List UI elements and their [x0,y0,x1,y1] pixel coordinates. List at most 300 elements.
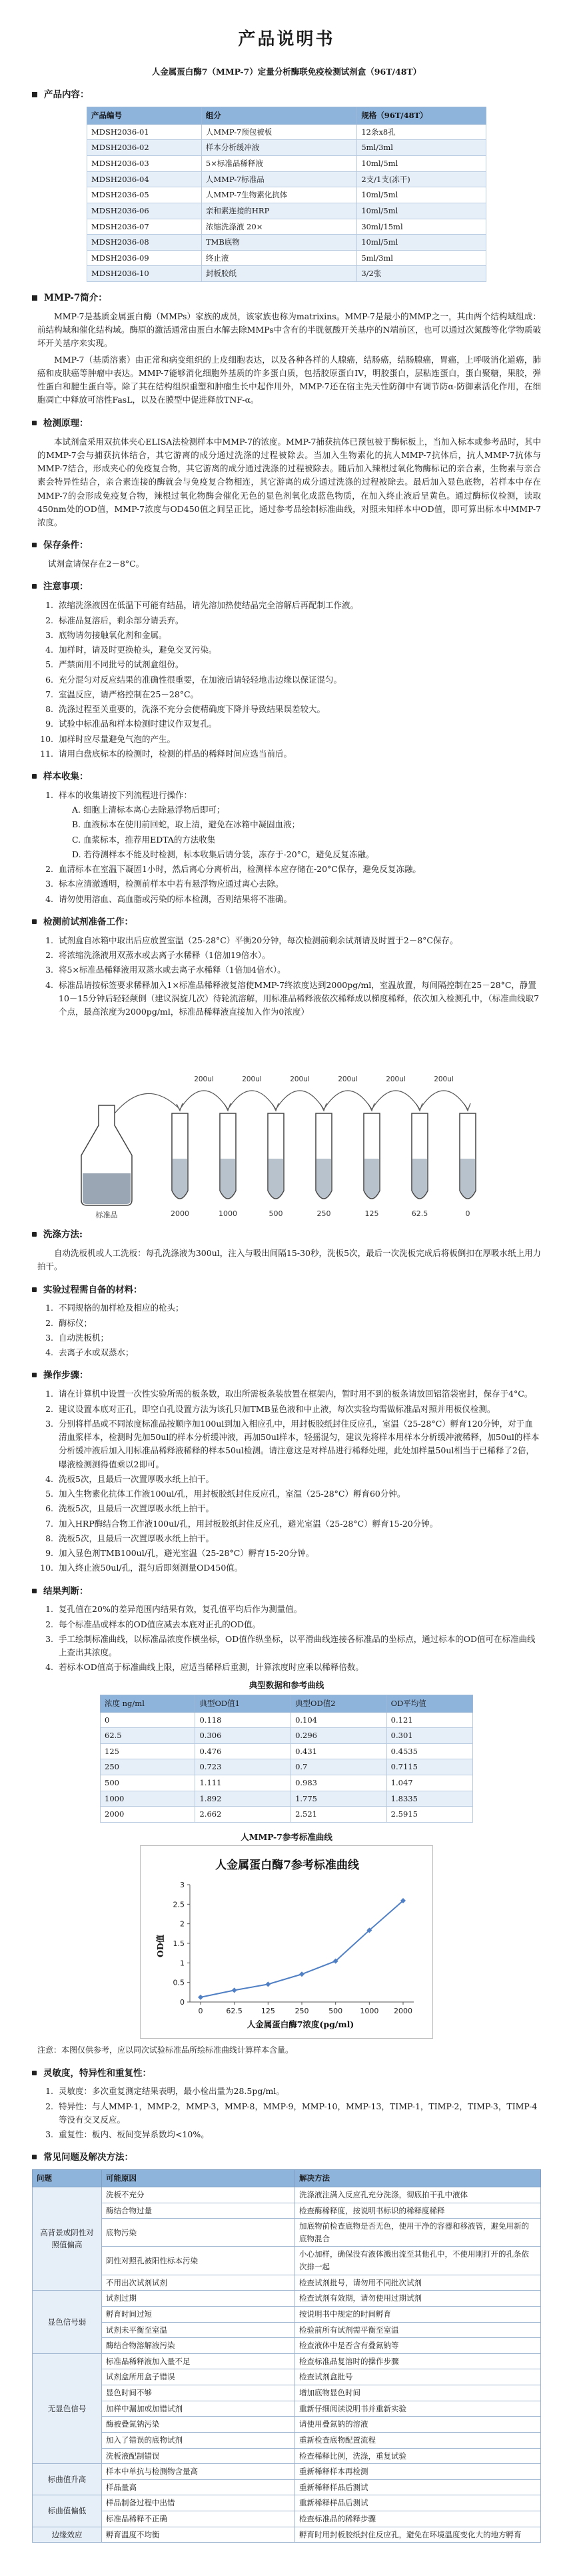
list-item: 4. 加样时，请及时更换枪头，避免交叉污染。 [56,643,541,657]
chart-frame [140,1845,433,2039]
cause-cell: 试剂过期 [102,2291,295,2307]
table-cell: 浓缩洗涤液 20× [201,219,356,235]
x-tick-label: 1000 [360,2007,379,2016]
tube-concentration-label: 62.5 [411,1209,428,1219]
table-row [101,1807,473,1823]
list-item: 4. 请勿使用溶血、高血脂或污染的标本检测，否则结果将不准确。 [56,893,541,906]
bullet-icon [32,1287,37,1292]
table-cell: 5ml/3ml [357,250,486,266]
table-cell: 0.7 [291,1759,387,1775]
procedure-list [56,1387,541,1575]
cause-cell: 孵育温度不均衡 [102,2527,295,2543]
table-cell: 0.104 [291,1712,387,1728]
table-row [87,156,486,172]
table-cell: MDSH2036-09 [87,250,202,266]
page-title: 产品说明书 [238,29,335,49]
cause-cell: 酶被叠氮钠污染 [102,2417,295,2433]
solution-cell: 请使用叠氮钠的溶液 [295,2417,541,2433]
transfer-arrow [115,1094,180,1114]
solution-cell: 检查液体中是否含有叠氮钠等 [295,2338,541,2354]
table-cell: 1.775 [291,1791,387,1807]
table-row [87,203,486,219]
table-cell: 2000 [101,1807,195,1823]
table-cell: 1.892 [195,1791,291,1807]
tube-liquid [221,1159,235,1198]
performance-list [56,2085,541,2141]
table-header-row [33,2170,541,2187]
section-heading: 注意事项： [43,581,89,593]
solution-cell: 检查试剂有效期，请勿使用过期试剂 [295,2291,541,2307]
list-item: 7. 加入HRP酶结合物工作液100ul/孔，用封板胶纸封住反应孔，避光室温（25-28°C）孵育15-20分钟。 [56,1517,541,1531]
transfer-arrow [324,1091,372,1109]
table-row [87,250,486,266]
bullet-icon [32,92,37,97]
problem-cell: 边缘效应 [33,2527,102,2543]
section-heading: 常见问题及解决方法： [43,2152,133,2163]
table-cell: 1.111 [195,1775,291,1791]
x-axis-label: 人金属蛋白酶7浓度(pg/ml) [247,2019,354,2030]
cause-cell: 酶结合物溶解液污染 [102,2338,295,2354]
list-item: 2. 将浓缩洗涤液用双蒸水或去离子水稀释（1倍加19倍水）。 [56,949,541,962]
bullet-icon [32,543,37,547]
chart-note: 注意：本图仅供参考，应以同次试验标准品所绘标准曲线计算样本含量。 [37,2045,294,2055]
table-row [101,1791,473,1807]
table-cell: 封板胶纸 [201,266,356,282]
table-row [33,2369,541,2385]
cause-cell: 加入了错误的底物试剂 [102,2432,295,2448]
table-cell: 0.306 [195,1728,291,1744]
table-cell: 5ml/3ml [357,140,486,156]
list-item: 3. 标本应清澈透明，检测前样本中若有悬浮物应通过离心去除。 [56,877,541,891]
chart-caption: 人MMP-7参考标准曲线 [241,1831,332,1842]
list-item: 1. 试剂盒自冰箱中取出后应放置室温（25-28°C）平衡20分钟，每次检测前剩余试剂请及时置于2－8°C保存。 [56,934,541,947]
table-cell: 0 [101,1712,195,1728]
arrow-head-icon [464,1103,470,1111]
table-cell: 样本分析缓冲液 [201,140,356,156]
table-cell: 0.7115 [386,1759,472,1775]
product-subtitle: 人金属蛋白酶7（MMP-7）定量分析酶联免疫检测试剂盒（96T/48T） [151,67,422,77]
x-tick-label: 2000 [394,2007,412,2016]
table-row [33,2448,541,2464]
table-cell: MDSH2036-07 [87,219,202,235]
table-row [101,1728,473,1744]
solution-cell: 洗涤液注满入反应孔充分洗涤，彻底拍干孔中液体 [295,2187,541,2203]
solution-cell: 加底物前检查底物是否无色，使用干净的容器和移液管，避免用新的底物混合 [295,2219,541,2247]
bullet-icon [32,774,37,779]
table-cell: MDSH2036-05 [87,187,202,203]
table-cell: 0.296 [291,1728,387,1744]
section-equipment [32,1283,541,1298]
section-heading: 产品内容： [44,89,89,101]
solution-cell: 重新稀释样品后测试 [295,2479,541,2495]
table-cell: 0.118 [195,1712,291,1728]
stock-liquid [83,1173,131,1204]
table-row [33,2527,541,2543]
cause-cell: 洗板不充分 [102,2187,295,2203]
table-cell: 0.4535 [386,1743,472,1759]
list-item: 6. 充分混匀对反应结果的准确性很重要，在加液后请轻轻地击边缘以保证混匀。 [56,673,541,687]
principle-paragraph: 本试剂盒采用双抗体夹心ELISA法检测样本中MMP-7的浓度。MMP-7捕获抗体已预包被于酶标板上，当加入标本或参考品时，其中的MMP-7会与捕获抗体结合，其它游离的成分通过洗涤的过程被除去。当加入生物素化的抗人MMP-7抗体后，抗人MMP-7抗体与MMP-7结合，形成夹心的免疫复合物，其它游离的成分通过洗涤的过程被除去。随后加入辣根过氧化物酶标记的亲合素，生物素与亲合素会特异性结合，亲合素连接的酶就会与免疫复合物相连，其它游离的成分通过洗涤的过程被除去。最后加入显色底物，若样本中存在MMP-7的会形成免疫复合物，辣根过氧化物酶会催化无色的显色剂氧化成蓝色物质，在加入终止液后呈黄色。通过酶标仪检测，读取450nm处的OD值，MMP-7浓度与OD450值之间呈正比，通过参考品绘制标准曲线，对照未知样本中OD值，即可算出标本中MMP-7浓度。 [37,436,541,528]
transfer-volume-label: 200ul [242,1075,262,1084]
transfer-volume-label: 200ul [338,1075,358,1084]
table-header-cell: 可能原因 [102,2170,295,2187]
section-troubleshooting [32,2151,541,2165]
tube-concentration-label: 250 [316,1209,331,1219]
solution-cell: 按说明书中规定的时间孵育 [295,2306,541,2322]
solution-cell: 检查试剂盒批号 [295,2369,541,2385]
section-heading: 检测原理： [43,417,89,429]
storage-text: 试剂盒请保存在2－8°C。 [48,559,145,569]
y-tick-label: 2.5 [173,1900,185,1909]
section-heading: 结果判断： [43,1585,89,1597]
list-item: 4. 若标本OD值高于标准曲线上限，应适当稀释后重测，计算浓度时应乘以稀释倍数。 [56,1661,541,1674]
tube-concentration-label: 125 [364,1209,379,1219]
cause-cell: 样品量高 [102,2479,295,2495]
table-cell: MDSH2036-03 [87,156,202,172]
table-row [33,2385,541,2401]
solution-cell: 检查试剂批号，请勿用不同批次试剂 [295,2275,541,2291]
y-tick-label: 2 [180,1919,185,1929]
table-row [33,2479,541,2495]
table-cell: MDSH2036-04 [87,171,202,187]
table-cell: 2支/1支(冻干) [357,171,486,187]
table-header-cell: 问题 [33,2170,102,2187]
data-point [299,1971,304,1977]
solution-cell: 检查标准品的稀释步骤 [295,2511,541,2527]
list-item: 6. 洗板5次，且最后一次置厚吸水纸上拍干。 [56,1502,541,1515]
tube-liquid [316,1159,331,1198]
section-storage [32,539,541,553]
section-reagents [32,915,541,930]
cause-cell: 样品制备过程中出错 [102,2495,295,2511]
section-samples [32,770,541,785]
table-cell: MDSH2036-02 [87,140,202,156]
list-item: 2. 特异性：与人MMP-1，MMP-2，MMP-3，MMP-8，MMP-9，MMP-10，MMP-13，TIMP-1，TIMP-2，TIMP-3，TIMP-4等没有交叉反应。 [56,2100,541,2127]
problem-cell: 标曲值偏低 [33,2495,102,2527]
table-row [33,2322,541,2338]
list-item: 8. 洗涤过程至关重要的，洗涤不充分会使精确度下降并导致结果误差较大。 [56,703,541,716]
cause-cell: 酶结合物过量 [102,2203,295,2219]
table-cell: 2.5915 [386,1807,472,1823]
table-cell: MDSH2036-06 [87,203,202,219]
table-header-cell: 浓度 ng/ml [101,1695,195,1712]
list-item: 5. 加入生物素化抗体工作液100ul/孔，用封板胶纸封住反应孔，室温（25-28°C）孵育60分钟。 [56,1487,541,1501]
table-header-cell: 规格（96T/48T） [357,107,486,125]
data-point [265,1982,271,1987]
list-item: 2. 建议设置本底对正孔，即空白孔设置方法为该孔只加TMB显色液和中止液，每次实验均需做标准品对照并用板仪检测。 [56,1403,541,1416]
list-item: 3. 分别将样品或不同浓度标准品按顺序加100ul到加入相应孔中，用封板胶纸封住反应孔，室温（25-28°C）孵育120分钟，对于血清血浆样本，检测时先加50ul的样本分析缓冲液，再加50ul样本，轻摇混匀，建议先将样本用样本分析缓冲液稀释，加50ul的样本分析缓冲液后加入用标准品稀释液稀释的样本50ul检测。请注意这是对样品进行稀释处理，此处加样量50ul相当于已稀释了2倍，曝液检测测得值乘以2即可。 [56,1417,541,1471]
section-heading: 保存条件： [43,540,89,551]
section-heading: 灵敏度，特异性和重复性： [43,2067,151,2079]
table-cell: 500 [101,1775,195,1791]
x-tick-label: 62.5 [226,2007,243,2016]
section-results [32,1585,541,1599]
section-wash [32,1228,541,1243]
section-notes [32,580,541,595]
table-cell: 0.121 [386,1712,472,1728]
y-tick-label: 3 [180,1881,185,1890]
list-item: 4. 标准品请按标签要求稀释加入1×标准品稀释液复溶使MMP-7终浓度达到2000pg/ml，室温放置，每间隔控制在25－28°C，静置10－15分钟后轻轻颠倒（建议涡旋几次）待轮流溶解，用标准品稀释液依次稀释成以梯度稀释，依次加入检测孔中，（标准曲线取7个点，最高浓度为2000pg/ml，标准品稀释液直接加入作为0浓度） [56,979,541,1019]
table-caption: 典型数据和参考曲线 [249,1679,324,1690]
cause-cell: 标准品稀释不正确 [102,2511,295,2527]
table-cell: 0.431 [291,1743,387,1759]
transfer-arrow [372,1091,420,1109]
transfer-volume-label: 200ul [386,1075,406,1084]
table-row [33,2353,541,2369]
intro-paragraph-2: MMP-7（基质溶素）由正常和病变组织的上皮细胞表达，以及各种各样的人腺癌，结肠癌，结肠腺癌，胃癌，上呼吸消化道癌，肺癌和皮肤癌等肿瘤中表达。MMP-7能够消化细胞外基质的许多蛋白质，包括胶原蛋白IV，明胶蛋白，层粘连蛋白，蛋白聚糖，果胶，弹性蛋白和腱生蛋白等。除了其在结构组织重塑和肿瘤生长中起作用外，MMP-7还在宿主先天性防御中有调节防α-防御素活化作用，在细胞凋亡中释放可溶性FasL，以及在膜型中促进释放TNF-α。 [37,354,541,405]
table-row [33,2247,541,2275]
cause-cell: 试剂未平衡至室温 [102,2322,295,2338]
dilution-svg [73,1025,500,1219]
table-header-cell: 解决方法 [295,2170,541,2187]
section-procedure [32,1369,541,1383]
cause-cell: 洗板液配制错误 [102,2448,295,2464]
data-point [232,1988,237,1993]
y-axis-label: OD值 [155,1935,165,1958]
table-cell: 30ml/15ml [357,219,486,235]
solution-cell: 重新检查底物配置流程 [295,2432,541,2448]
table-cell: 62.5 [101,1728,195,1744]
table-cell: 250 [101,1759,195,1775]
bullet-icon [32,584,37,589]
solution-cell: 检查标准品复溶时的操作步骤 [295,2353,541,2369]
transfer-arrow [276,1091,324,1109]
table-row [33,2432,541,2448]
transfer-arrow [228,1091,276,1109]
cause-cell: 孵育时间过短 [102,2306,295,2322]
list-item: 4. 洗板5次，且最后一次置厚吸水纸上拍干。 [56,1473,541,1486]
table-cell: 1.8335 [386,1791,472,1807]
y-tick-label: 1.5 [173,1939,185,1949]
table-header-row [87,107,486,125]
list-item: 3. 底物请勿接触氧化剂和金属。 [56,629,541,642]
tube-liquid [173,1159,187,1198]
list-item: 10. 加样时应尽量避免气泡的产生。 [56,733,541,746]
table-header-cell: 典型OD值1 [195,1695,291,1712]
table-header-cell: OD平均值 [386,1695,472,1712]
table-cell: 人MMP-7标准品 [201,171,356,187]
contents-table [87,107,486,282]
table-row [33,2401,541,2417]
table-row [33,2291,541,2307]
standard-curve-chart [141,1846,434,2039]
table-row [33,2187,541,2203]
table-row [33,2417,541,2433]
list-item: 3. 手工绘制标准曲线，以标准品浓度作横坐标，OD值作纵坐标，以平滑曲线连接各标准品的坐标点，通过标本的OD值可在标准曲线上查出其浓度。 [56,1633,541,1660]
tube-concentration-label: 500 [269,1209,283,1219]
table-row [33,2203,541,2219]
problem-cell: 无显色信号 [33,2353,102,2463]
table-row [101,1743,473,1759]
table-row [101,1775,473,1791]
list-item: 9. 加入显色剂TMB100ul/孔，避光室温（25-28°C）孵育15-20分钟。 [56,1547,541,1560]
dilution-diagram [73,1025,500,1219]
bullet-icon [32,919,37,924]
table-cell: 终止液 [201,250,356,266]
table-row [33,2338,541,2354]
table-row [87,266,486,282]
table-row [33,2219,541,2247]
transfer-volume-label: 200ul [434,1075,454,1084]
table-cell: MDSH2036-10 [87,266,202,282]
y-tick-label: 0 [180,1998,185,2007]
section-heading: 操作步骤： [43,1370,89,1381]
section-heading: 实验过程需自备的材料： [43,1284,143,1295]
solution-cell: 小心加样，确保没有液体溅出流至其他孔中，不使用刚打开的孔条依次排一起 [295,2247,541,2275]
table-header-cell: 产品编号 [87,107,202,125]
table-cell: 0.723 [195,1759,291,1775]
list-item [56,789,541,861]
solution-cell: 检查稀释比例，洗涤，重复试验 [295,2448,541,2464]
table-row [87,219,486,235]
tube-liquid [269,1159,283,1198]
stock-label: 标准品 [95,1211,118,1219]
list-item: 2. 标准品复溶后，剩余部分请丢弃。 [56,614,541,627]
list-item: 1. 浓缩洗涤液因在低温下可能有结晶，请先溶加热使结晶完全溶解后再配制工作液。 [56,599,541,612]
list-item: C. 血浆标本，推荐用EDTA的方法收集 [72,834,216,845]
list-item: 2. 每个标准品或样本的OD值应减去本底对正孔的OD值。 [56,1618,541,1631]
table-header-row [101,1695,473,1712]
table-cell: 1000 [101,1791,195,1807]
series-line [201,1901,403,1997]
y-tick-label: 1 [180,1959,185,1968]
x-tick-label: 125 [261,2007,275,2016]
solution-cell: 增加底物显色时间 [295,2385,541,2401]
table-row [33,2464,541,2480]
list-item: 7. 室温反应，请严格控制在25－28°C。 [56,688,541,701]
section-heading: 检测前试剂准备工作： [43,916,133,927]
chart-title: 人金属蛋白酶7参考标准曲线 [215,1859,359,1873]
tube-concentration-label: 0 [465,1209,470,1219]
data-point [198,1995,203,2000]
table-cell: 1.047 [386,1775,472,1791]
table-cell: 125 [101,1743,195,1759]
section-intro [32,291,541,306]
list-item: A. 细胞上清标本离心去除悬浮物后即可； [72,805,225,815]
cause-cell: 试剂盒所用盒子错误 [102,2369,295,2385]
solution-cell: 重新稀释样品后测试 [295,2495,541,2511]
tube-liquid [460,1159,475,1198]
y-tick-label: 0.5 [173,1978,185,1987]
list-item: 11. 请用白盘底标本的检测时，检测的样品的稀释时间应选当前后。 [56,747,541,761]
table-row [87,140,486,156]
transfer-arrow [180,1091,228,1109]
table-cell: TMB底物 [201,235,356,251]
table-row [87,187,486,203]
list-item: 1. 灵敏度：多次重复测定结果表明，最小检出量为28.5pg/ml。 [56,2085,541,2098]
table-row [33,2511,541,2527]
equipment-list [56,1301,541,1359]
cause-cell: 样本中单抗与检测物含量高 [102,2464,295,2480]
table-cell: 10ml/5ml [357,235,486,251]
table-cell: 10ml/5ml [357,156,486,172]
table-cell: 12条x8孔 [357,124,486,140]
samples-sublist [69,803,541,861]
cause-cell: 不用出次试剂试剂 [102,2275,295,2291]
section-heading: 样本收集： [43,771,89,783]
solution-cell: 孵育时用封板胶纸封住反应孔，避免在环境温度变化大的地方孵育 [295,2527,541,2543]
list-item: 3. 重复性：板内、板间变异系数均<10%。 [56,2128,541,2141]
standard-data-table [100,1679,473,1823]
solution-cell: 检验前所有试剂需平衡至室温 [295,2322,541,2338]
list-item: 1. 请在计算机中设置一次性实验所需的板条数，取出所需板条装放置在框架内，暂时用不到的板条请放回铝箔袋密封，保存于4°C。 [56,1387,541,1401]
bullet-icon [32,2071,37,2075]
table-row [87,124,486,140]
table-cell: 10ml/5ml [357,203,486,219]
table-header-cell: 组分 [201,107,356,125]
bullet-icon [32,1232,37,1237]
section-heading: 洗涤方法: [43,1229,83,1241]
cause-cell: 加样中漏加或加错试剂 [102,2401,295,2417]
problem-cell: 标曲值升高 [33,2464,102,2495]
notes-list [56,599,541,761]
list-item: 5. 严禁面用不同批号的试剂盒组份。 [56,658,541,671]
list-item: 8. 洗板5次，且最后一次置厚吸水纸上拍干。 [56,1532,541,1545]
problem-cell: 高背景或阴性对照值偏高 [33,2187,102,2290]
tube-liquid [364,1159,379,1198]
list-item: 3. 将5×标准品稀释液用双蒸水或去离子水稀释（1倍加4倍水）。 [56,963,541,977]
x-tick-label: 0 [198,2007,203,2016]
standard-curve-figure [73,1831,500,2039]
table-cell: 0.301 [386,1728,472,1744]
table-cell: 2.662 [195,1807,291,1823]
solution-cell: 检查酶稀释度，按说明书标识的稀释度稀释 [295,2203,541,2219]
list-item: 3. 自动洗板机； [56,1331,541,1345]
table-cell: 0.983 [291,1775,387,1791]
problem-cell: 显色信号弱 [33,2291,102,2354]
table-row [33,2495,541,2511]
list-item: 10. 加入终止液50ul/孔，混匀后即刻测量OD450值。 [56,1561,541,1575]
table-row [87,235,486,251]
bullet-icon [32,421,37,425]
transfer-volume-label: 200ul [290,1075,310,1084]
table-row [33,2306,541,2322]
x-tick-label: 500 [328,2007,343,2016]
cause-cell: 显色时间不够 [102,2385,295,2401]
section-principle [32,417,541,431]
wash-text: 自动洗板机或人工洗板：每孔洗涤液为300ul，注入与吸出间隔15-30秒，洗板5次，最后一次洗板完成后将板倒扣在厚吸水纸上用力拍干。 [37,1248,541,1272]
table-cell: MDSH2036-08 [87,235,202,251]
bullet-icon [32,1589,37,1593]
cause-cell: 底物污染 [102,2219,295,2247]
transfer-arrow [420,1091,468,1109]
list-item: 9. 试验中标准品和样本检测时建议作双复孔。 [56,717,541,731]
section-heading: MMP-7简介： [44,293,107,304]
troubleshooting-table [32,2169,541,2543]
table-cell: 人MMP-7生物素化抗体 [201,187,356,203]
x-tick-label: 250 [294,2007,309,2016]
table-cell: 3/2张 [357,266,486,282]
table-row [101,1759,473,1775]
list-item: 2. 血清标本在室温下凝固1小时，然后离心分离析出，检测样本应存储在-20°C保存，避免反复冻融。 [56,863,541,876]
list-item: 1. 不同规格的加样枪及相应的枪头； [56,1301,541,1315]
table-row [101,1712,473,1728]
list-item: 4. 去离子水或双蒸水； [56,1346,541,1359]
table-cell: 人MMP-7预包被板 [201,124,356,140]
solution-cell: 重新稀释样本再检测 [295,2464,541,2480]
list-item: 2. 酶标仪； [56,1317,541,1330]
tube-concentration-label: 2000 [171,1209,189,1219]
table-cell: 2.521 [291,1807,387,1823]
transfer-volume-label: 200ul [194,1075,214,1084]
table-header-cell: 典型OD值2 [291,1695,387,1712]
list-item: B. 血液标本在使用前回蛇，取上清，避免在冰箱中凝固血液； [72,819,300,830]
bullet-icon [32,1373,37,1377]
table-cell: 亲和素连接的HRP [201,203,356,219]
cause-cell: 标准品稀释液加入量不足 [102,2353,295,2369]
section-contents [32,88,541,103]
section-performance [32,2067,541,2081]
